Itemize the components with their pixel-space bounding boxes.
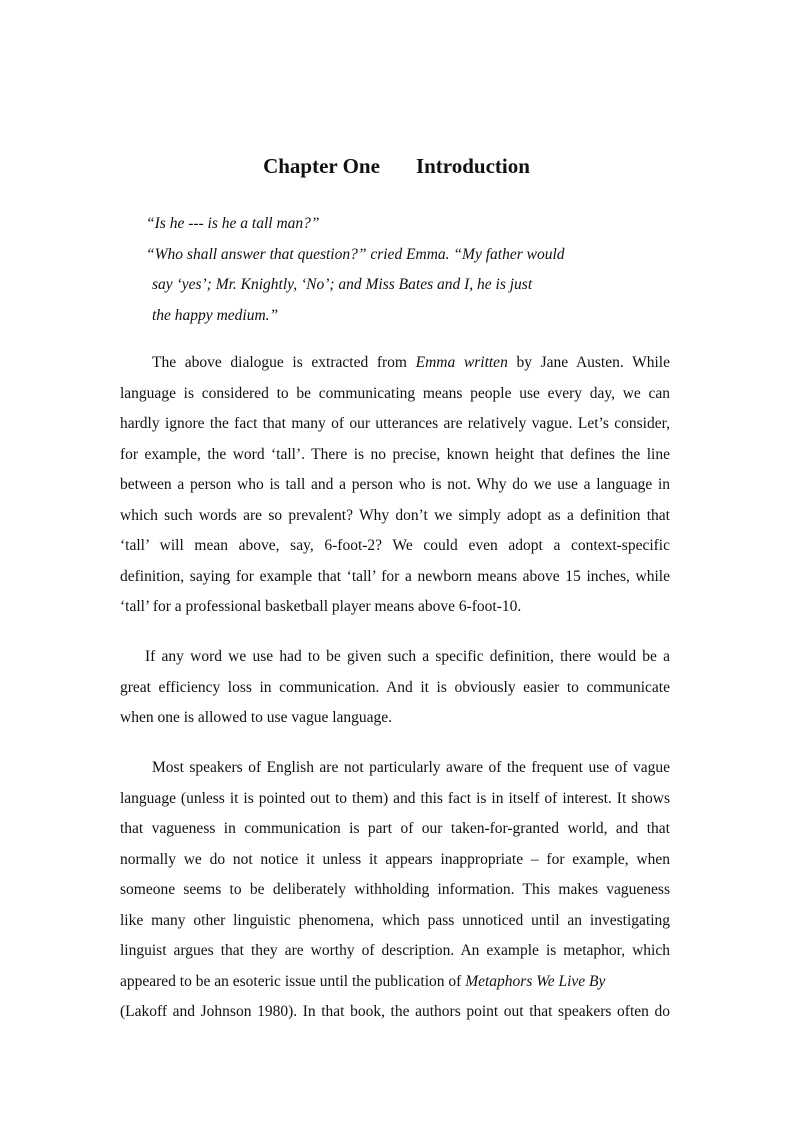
paragraph-line: someone seems to be deliberately withholding information. This makes vagueness [120, 881, 670, 898]
paragraph-line: ‘tall’ will mean above, say, 6-foot-2? We could even adopt a context-specific [120, 537, 670, 554]
chapter-heading [0, 152, 793, 180]
text-run: appeared to be an esoteric issue until the publication of [120, 972, 466, 990]
epigraph-line: the happy medium.” [152, 306, 279, 324]
epigraph-line: “Is he --- is he a tall man?” [146, 215, 320, 232]
book-title: Emma written [415, 354, 508, 371]
paragraph-line: If any word we use had to be given such a specific definition, there would be a [145, 648, 670, 665]
paragraph-line [120, 348, 670, 379]
paragraph-efficiency [120, 642, 670, 734]
paragraph-dialogue-intro [120, 348, 670, 623]
epigraph-line: say ‘yes’; Mr. Knightly, ‘No’; and Miss Bates and I, he is just [152, 276, 533, 293]
paragraph-line: language is considered to be communicating means people use every day, we can [120, 384, 670, 402]
paragraph-line: (Lakoff and Johnson 1980). In that book, the authors point out that speakers often do [120, 1003, 670, 1020]
paragraph-line [120, 967, 670, 998]
paragraph-line: great efficiency loss in communication. And it is obviously easier to communicate [120, 678, 670, 696]
paragraph-line: linguist argues that they are worthy of description. An example is metaphor, which [120, 942, 670, 959]
paragraph-line: when one is allowed to use vague language. [120, 709, 393, 726]
chapter-number: Chapter One [263, 154, 380, 178]
paragraph-line: definition, saying for example that ‘tall’ for a newborn means above 15 inches, while [120, 567, 670, 585]
paragraph-line: for example, the word ‘tall’. There is no precise, known height that defines the line [120, 445, 670, 463]
paragraph-line: language (unless it is pointed out to them) and this fact is in itself of interest. It shows [120, 789, 670, 807]
paragraph-line: Most speakers of English are not particularly aware of the frequent use of vague [152, 759, 670, 776]
chapter-title: Introduction [415, 154, 530, 178]
epigraph-quote [146, 209, 666, 331]
text-run: The above dialogue is extracted from [152, 354, 416, 371]
paragraph-vagueness [120, 753, 670, 1028]
epigraph-line: “Who shall answer that question?” cried Emma. “My father would [146, 245, 565, 263]
paragraph-line: between a person who is tall and a person who is not. Why do we use a language in [120, 476, 670, 493]
paragraph-line: like many other linguistic phenomena, which pass unnoticed until an investigating [120, 911, 670, 929]
book-title: Metaphors We Live By [465, 972, 606, 990]
text-run: by Jane Austen. While [507, 354, 670, 371]
paragraph-line: which such words are so prevalent? Why don’t we simply adopt as a definition that [120, 506, 670, 524]
paragraph-line: hardly ignore the fact that many of our utterances are relatively vague. Let’s consider, [120, 415, 670, 432]
paragraph-line: ‘tall’ for a professional basketball player means above 6-foot-10. [120, 598, 522, 615]
paragraph-line: that vagueness in communication is part of our taken-for-granted world, and that [120, 820, 670, 837]
paragraph-line: normally we do not notice it unless it appears inappropriate – for example, when [120, 850, 670, 868]
